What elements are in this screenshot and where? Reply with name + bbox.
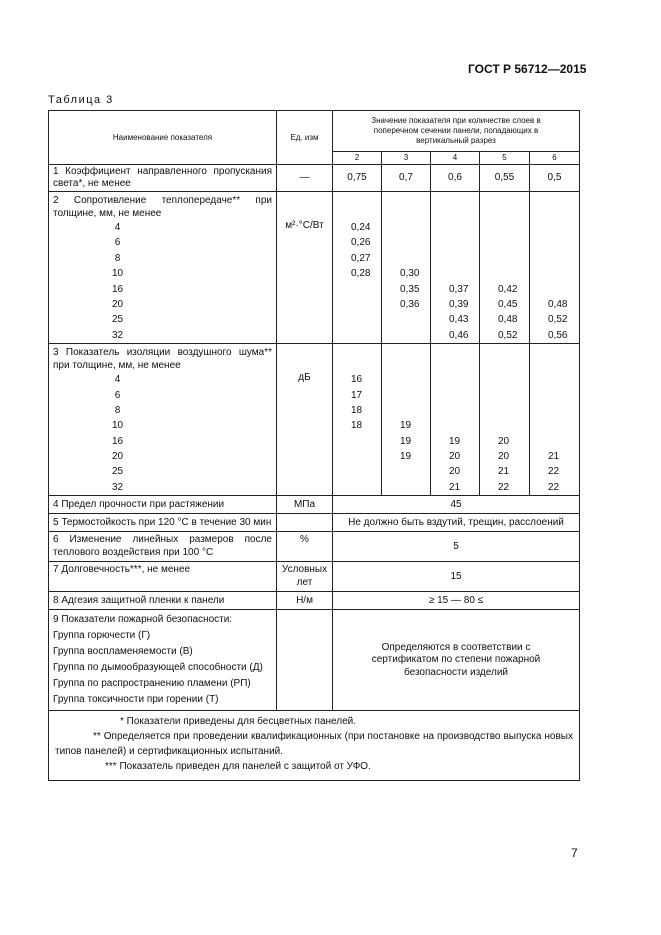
value-cell: 0,43: [449, 314, 469, 326]
value-cell: 0,30: [400, 268, 420, 280]
row7-value: 15: [333, 562, 580, 592]
value-cell: [386, 480, 426, 495]
value-cell: [386, 328, 426, 343]
row4-name: 4 Предел прочности при растяжении: [49, 496, 277, 514]
value-cell: 0,35: [400, 283, 420, 295]
value-cell: [386, 220, 426, 235]
row1-value: 0,7: [382, 165, 431, 192]
row2-cell: [49, 192, 277, 344]
notes-row: [49, 711, 580, 781]
row4-value: 45: [333, 496, 580, 514]
value-cell: [484, 220, 525, 235]
value-cell: [484, 266, 525, 281]
row-tensile-strength: [49, 496, 580, 514]
value-cell: [337, 464, 377, 479]
value-cell: [534, 434, 575, 449]
row2-name: 2 Сопротивление теплопередаче** при толщине, мм, не менее: [53, 195, 272, 219]
value-cell: [386, 388, 426, 403]
value-cell: 16: [351, 374, 363, 386]
row1-value: 0,6: [431, 165, 480, 192]
row1-value: 0,75: [333, 165, 382, 192]
row6-unit: %: [277, 532, 333, 562]
header-row: [49, 111, 580, 152]
row1-value: 0,5: [530, 165, 580, 192]
row3-cell: [49, 344, 277, 496]
value-cell: [386, 312, 426, 327]
row5-unit: [277, 514, 333, 532]
value-cell: [386, 235, 426, 250]
value-cell: 20: [449, 451, 461, 463]
value-cell: [337, 480, 377, 495]
row3-col-4: [431, 344, 480, 496]
thickness-value: 32: [111, 329, 124, 341]
value-cell: [435, 251, 475, 266]
row3-unit: дБ: [277, 344, 333, 496]
value-cell: 19: [400, 435, 412, 447]
value-cell: 20: [498, 435, 510, 447]
row8-value: ≥ 15 — 80 ≤: [333, 592, 580, 610]
row2-thickness-list: [53, 220, 272, 343]
row6-value: 5: [333, 532, 580, 562]
value-cell: [534, 235, 575, 250]
row3-thickness-list: [53, 372, 272, 495]
value-cell: [534, 282, 575, 297]
thickness-value: 32: [111, 481, 124, 493]
row9-unit: [277, 610, 333, 711]
row2-col-2: [333, 192, 382, 344]
value-cell: [435, 418, 475, 433]
row-linear-change: [49, 532, 580, 562]
row2-col-6: [530, 192, 580, 344]
row5-name: 5 Термостойкость при 120 °С в течение 30 мин: [49, 514, 277, 532]
value-cell: 0,39: [449, 298, 469, 310]
value-cell: [337, 297, 377, 312]
thickness-value: 16: [111, 435, 124, 447]
value-cell: 20: [498, 451, 510, 463]
value-cell: 0,28: [351, 268, 371, 280]
thickness-value: 10: [111, 420, 124, 432]
fire-group-item: Группа по дымообразующей способности (Д): [53, 662, 263, 674]
row4-unit: МПа: [277, 496, 333, 514]
thickness-value: 10: [111, 268, 124, 280]
value-cell: 19: [400, 420, 412, 432]
note-2: ** Определяется при проведении квалификационных (при постановке на производство выпуска новых типов панелей) и сертификационных испытаний.: [55, 731, 573, 758]
row3-col-2: [333, 344, 382, 496]
layer-5: 5: [480, 152, 530, 165]
thickness-value: 25: [111, 314, 124, 326]
value-cell: 21: [548, 451, 560, 463]
value-cell: 20: [449, 466, 461, 478]
row6-name: 6 Изменение линейных размеров после теплового воздействия при 100 °С: [49, 532, 277, 562]
value-cell: 0,48: [498, 314, 518, 326]
row-heat-resistance: [49, 192, 580, 344]
row-durability: [49, 562, 580, 592]
thickness-value: 25: [111, 466, 124, 478]
value-cell: 0,24: [351, 222, 371, 233]
layer-4: 4: [431, 152, 480, 165]
value-cell: 0,37: [449, 283, 469, 295]
value-cell: [386, 372, 426, 387]
value-cell: 0,52: [548, 314, 568, 326]
table-notes: [49, 711, 580, 781]
value-cell: [534, 403, 575, 418]
value-cell: 18: [351, 420, 363, 432]
layer-3: 3: [382, 152, 431, 165]
value-cell: 0,56: [548, 329, 568, 341]
thickness-value: 4: [114, 222, 121, 233]
row3-col-5: [480, 344, 530, 496]
value-cell: [435, 220, 475, 235]
value-cell: 22: [548, 466, 560, 478]
row-adhesion: [49, 592, 580, 610]
value-cell: [435, 372, 475, 387]
value-cell: 19: [400, 451, 412, 463]
value-cell: [337, 282, 377, 297]
value-cell: [386, 251, 426, 266]
value-cell: 18: [351, 404, 363, 416]
value-cell: 0,26: [351, 237, 371, 249]
row1-name: 1 Коэффициент направленного пропускания света*, не менее: [49, 165, 277, 192]
value-cell: 0,42: [498, 283, 518, 295]
value-cell: 0,52: [498, 329, 518, 341]
row9-cell: [49, 610, 277, 711]
value-cell: [386, 464, 426, 479]
row7-name: 7 Долговечность***, не менее: [49, 562, 277, 592]
fire-group-item: Группа воспламеняемости (В): [53, 646, 193, 658]
layer-2: 2: [333, 152, 382, 165]
row2-unit: м²·°С/Вт: [277, 192, 333, 344]
value-cell: [484, 403, 525, 418]
row3-name: 3 Показатель изоляции воздушного шума** при толщине, мм, не менее: [53, 347, 272, 372]
row1-value: 0,55: [480, 165, 530, 192]
value-cell: [484, 418, 525, 433]
indicators-table: [48, 110, 580, 781]
value-cell: 17: [351, 389, 363, 401]
fire-safety-title: 9 Показатели пожарной безопасности:: [53, 614, 233, 626]
value-cell: [484, 235, 525, 250]
value-cell: [534, 251, 575, 266]
value-cell: [435, 388, 475, 403]
row-light-transmission: [49, 165, 580, 192]
value-cell: 0,45: [498, 298, 518, 310]
value-cell: 0,27: [351, 252, 371, 264]
value-cell: [484, 388, 525, 403]
row8-name: 8 Адгезия защитной пленки к панели: [49, 592, 277, 610]
note-1: * Показатели приведены для бесцветных панелей.: [120, 716, 357, 728]
thickness-value: 8: [114, 404, 121, 416]
fire-safety-list: [53, 612, 272, 708]
value-cell: 22: [498, 481, 510, 493]
value-cell: [386, 403, 426, 418]
row7-unit: Условных лет: [277, 562, 333, 592]
value-cell: [534, 418, 575, 433]
value-cell: 21: [498, 466, 510, 478]
value-cell: 22: [548, 481, 560, 493]
note-3: *** Показатель приведен для панелей с защитой от УФО.: [105, 761, 371, 773]
value-cell: [534, 372, 575, 387]
value-cell: 0,46: [449, 329, 469, 341]
row8-unit: Н/м: [277, 592, 333, 610]
page-number: 7: [571, 846, 578, 860]
value-cell: [337, 328, 377, 343]
thickness-value: 8: [114, 252, 121, 264]
value-cell: [534, 266, 575, 281]
thickness-value: 20: [111, 451, 124, 463]
value-cell: 0,36: [400, 298, 420, 310]
value-cell: 0,48: [548, 298, 568, 310]
header-name: Наименование показателя: [49, 111, 277, 165]
fire-group-item: Группа горючести (Г): [53, 630, 151, 642]
row5-value: Не должно быть вздутий, трещин, расслоений: [333, 514, 580, 532]
value-cell: [534, 220, 575, 235]
row2-col-3: [382, 192, 431, 344]
thickness-value: 16: [111, 283, 124, 295]
row-noise-insulation: [49, 344, 580, 496]
thickness-value: 20: [111, 298, 124, 310]
row2-col-4: [431, 192, 480, 344]
table-caption: Таблица 3: [48, 94, 114, 106]
value-cell: [534, 388, 575, 403]
value-cell: [337, 434, 377, 449]
row3-col-3: [382, 344, 431, 496]
header-unit: Ед. изм: [277, 111, 333, 165]
value-cell: [337, 449, 377, 464]
row2-col-5: [480, 192, 530, 344]
fire-group-item: Группа токсичности при горении (Т): [53, 694, 219, 706]
value-cell: [484, 372, 525, 387]
row9-value: Определяются в соответствии с сертификатом по степени пожарной безопасности изделий: [333, 610, 580, 711]
value-cell: 21: [449, 481, 461, 493]
row3-col-6: [530, 344, 580, 496]
thickness-value: 6: [114, 389, 121, 401]
value-cell: 19: [449, 435, 461, 447]
document-code: ГОСТ Р 56712—2015: [468, 62, 587, 76]
value-cell: [484, 251, 525, 266]
header-values: Значение показателя при количестве слоев в поперечном сечении панели, попадающих в вертикальный разрез: [333, 111, 580, 152]
layer-6: 6: [530, 152, 580, 165]
value-cell: [435, 235, 475, 250]
value-cell: [435, 266, 475, 281]
fire-group-item: Группа по распространению пламени (РП): [53, 678, 251, 690]
thickness-value: 6: [114, 237, 121, 249]
row-fire-safety: [49, 610, 580, 711]
value-cell: [435, 403, 475, 418]
row1-unit: —: [277, 165, 333, 192]
thickness-value: 4: [114, 374, 121, 386]
value-cell: [337, 312, 377, 327]
row-thermal-stability: [49, 514, 580, 532]
